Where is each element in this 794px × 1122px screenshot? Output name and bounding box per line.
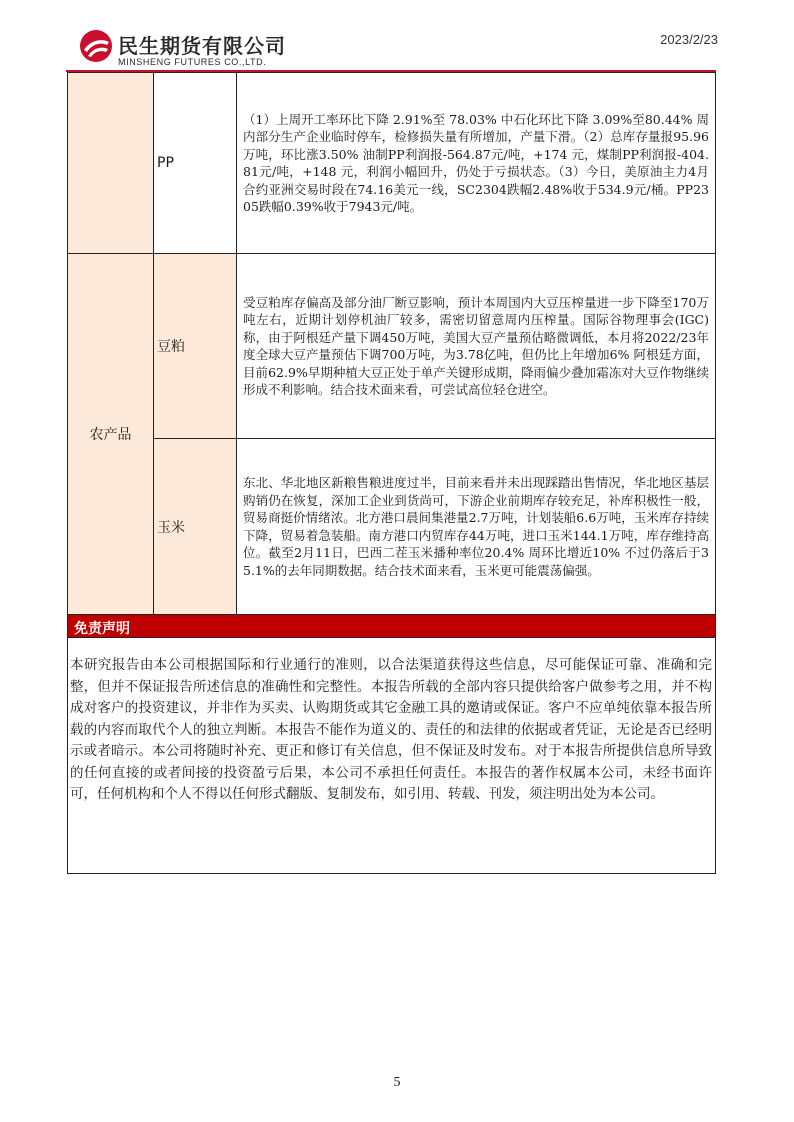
commodity-label-pp: PP [154, 73, 237, 254]
category-cell-empty [68, 73, 154, 254]
commodity-analysis-pp: （1）上周开工率环比下降 2.91%至 78.03% 中石化环比下降 3.09%至80.44% 周内部分生产企业临时停车，检修损失量有所增加，产量下滑。（2）总库存量报95.96万吨，环比涨3.50% 油制PP利润报-564.87元/吨，+174 元，煤制PP利润报-404.81元/吨，+148 元，利润小幅回升，仍处于亏损状态。（3）今日，美原油主力4月合约亚洲交易时段在74.16美元一线，SC2304跌幅2.48%收于534.9元/桶。PP2305跌幅0.39%收于7943元/吨。 [237, 73, 716, 254]
commodity-analysis-corn: 东北、华北地区新粮售粮进度过半，目前来看并未出现踩踏出售情况，华北地区基层购销仍在恢复，深加工企业到货尚可，下游企业前期库存较充足，补库积极性一般，贸易商挺价情绪浓。北方港口晨间集港量2.7万吨，计划装船6.6万吨，玉米库存持续下降，贸易着急装船。南方港口内贸库存44万吨，进口玉米144.1万吨，库存维持高位。截至2月11日，巴西二茬玉米播种率位20.4% 周环比增近10% 不过仍落后于35.1%的去年同期数据。结合技术面来看，玉米更可能震荡偏强。 [237, 439, 716, 615]
company-name-en: MINSHENG FUTURES CO.,LTD. [118, 57, 267, 67]
table-row-soymeal [68, 254, 716, 439]
category-cell-agri: 农产品 [68, 254, 154, 615]
disclaimer-text: 本研究报告由本公司根据国际和行业通行的准则，以合法渠道获得这些信息，尽可能保证可靠、准确和完整，但并不保证报告所述信息的准确性和完整性。本报告所载的全部内容只提供给客户做参考之用，并不构成对客户的投资建议，并非作为买卖、认购期货或其它金融工具的邀请或保证。客户不应单纯依靠本报告所载的内容而取代个人的独立判断。本报告不能作为道义的、责任的和法律的依据或者凭证，无论是否已经明示或者暗示。本公司将随时补充、更正和修订有关信息，但不保证及时发布。对于本报告所提供信息所导致的任何直接的或者间接的投资盈亏后果，本公司不承担任何责任。本报告的著作权属本公司，未经书面许可，任何机构和个人不得以任何形式翻版、复制发布，如引用、转载、刊发，须注明出处为本公司。 [70, 657, 712, 802]
disclaimer-box [67, 638, 716, 874]
commodity-analysis-soymeal: 受豆粕库存偏高及部分油厂断豆影响，预计本周国内大豆压榨量进一步下降至170万吨左右，近期计划停机油厂较多，需密切留意周内压榨量。国际谷物理事会(IGC)称，由于阿根廷产量下调450万吨，美国大豆产量预估略微调低，本月将2022/23年度全球大豆产量预估下调700万吨，为3.78亿吨，但仍比上年增加6% 阿根廷方面，目前62.9%早期种植大豆正处于单产关键形成期，降雨偏少叠加霜冻对大豆作物继续形成不利影响。结合技术面来看，可尝试高位轻仓进空。 [237, 254, 716, 439]
company-name-cn: 民生期货有限公司 [118, 34, 286, 58]
disclaimer-title: 免责声明 [74, 621, 130, 637]
minsheng-logo-icon [78, 28, 114, 64]
disclaimer-header [67, 614, 716, 638]
table-row-pp [68, 73, 716, 254]
commodity-label-soymeal: 豆粕 [154, 254, 237, 439]
commodity-label-corn: 玉米 [154, 439, 237, 615]
report-date: 2023/2/23 [660, 32, 718, 47]
page-number: 5 [393, 1075, 401, 1090]
commodity-table [67, 72, 716, 615]
table-row-corn [68, 439, 716, 615]
page-header [78, 24, 718, 74]
